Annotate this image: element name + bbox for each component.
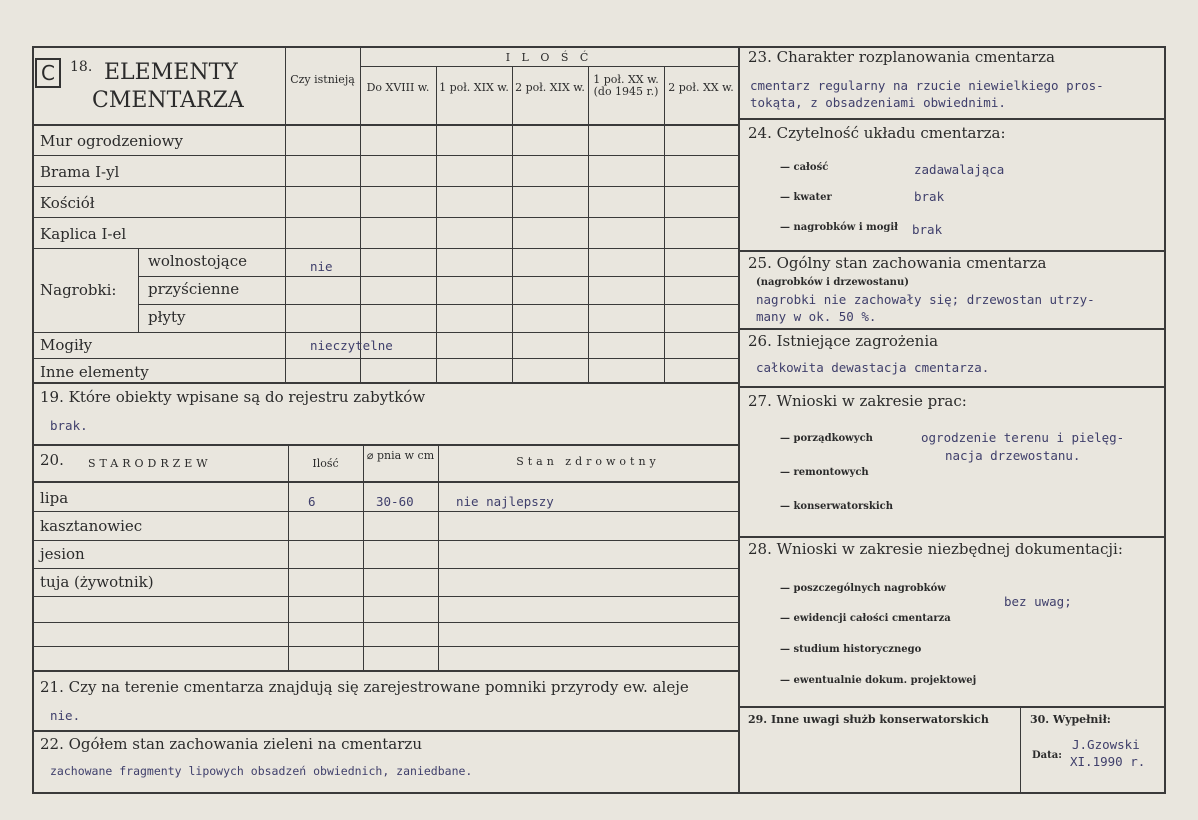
s28-label: 28. Wnioski w zakresie niezbędnej dokumentacji: bbox=[748, 540, 1123, 558]
s21-top bbox=[32, 670, 738, 672]
s18-period-5: 2 poł. XX w. bbox=[668, 81, 734, 94]
s20-row-line bbox=[32, 511, 738, 512]
s25-label: 25. Ogólny stan zachowania cmentarza bbox=[748, 254, 1047, 272]
s23-label: 23. Charakter rozplanowania cmentarza bbox=[748, 48, 1055, 66]
s27-item: — porządkowych bbox=[780, 433, 873, 444]
s18-title-line2: CMENTARZA bbox=[92, 88, 244, 113]
s18-period-1: Do XVIII w. bbox=[366, 81, 430, 94]
s18-title-line1: ELEMENTY bbox=[104, 60, 238, 85]
s24-item-label: — całość bbox=[780, 162, 829, 173]
s18-col-ilosc: I L O Ś Ć bbox=[505, 51, 593, 64]
s18-nagrobki-wolnostojace: wolnostojące bbox=[148, 252, 247, 270]
s18-row-line bbox=[32, 186, 738, 187]
s18-period-2: 1 poł. XIX w. bbox=[439, 81, 509, 94]
s28-item: — ewentualnie dokum. projektowej bbox=[780, 675, 977, 686]
s18-row-kaplica: Kaplica I-el bbox=[40, 225, 127, 243]
s19-value: brak. bbox=[50, 418, 88, 433]
s18-vline-p5 bbox=[664, 66, 665, 382]
s18-nagrobki-label: Nagrobki: bbox=[40, 281, 117, 299]
s21-label: 21. Czy na terenie cmentarza znajdują się zarejestrowane pomniki przyrody ew. aleje bbox=[40, 678, 689, 696]
s20-tree-ilosc: 6 bbox=[308, 494, 316, 509]
s18-mogily-label: Mogiły bbox=[40, 336, 93, 354]
s20-tree-name: jesion bbox=[40, 545, 85, 563]
s18-period-4: 1 poł. XX w. (do 1945 r.) bbox=[593, 73, 659, 98]
s20-vline-3 bbox=[438, 444, 439, 670]
s27-label: 27. Wnioski w zakresie prac: bbox=[748, 392, 967, 410]
s23-value-line1: cmentarz regularny na rzucie niewielkiego pros- bbox=[750, 78, 1104, 93]
s27-top bbox=[738, 386, 1166, 388]
s27-item: — konserwatorskich bbox=[780, 501, 893, 512]
s18-number: 18. bbox=[70, 59, 93, 75]
s20-row-line bbox=[32, 568, 738, 569]
s29-top bbox=[738, 706, 1166, 708]
s25-sub: (nagrobków i drzewostanu) bbox=[756, 277, 909, 288]
s27-value-line1: ogrodzenie terenu i pielęg- bbox=[921, 430, 1125, 445]
s18-row-line bbox=[138, 304, 738, 305]
s18-nagrobki-value: nie bbox=[310, 259, 333, 274]
s28-item: — poszczególnych nagrobków bbox=[780, 583, 946, 594]
s20-col-ilosc: Ilość bbox=[312, 457, 339, 470]
s20-header-bottom bbox=[32, 481, 738, 483]
s26-label: 26. Istniejące zagrożenia bbox=[748, 332, 939, 350]
s20-tree-name: tuja (żywotnik) bbox=[40, 573, 154, 591]
s20-tree-stan: nie najlepszy bbox=[456, 494, 554, 509]
s18-inne-label: Inne elementy bbox=[40, 363, 149, 381]
s24-item-label: — kwater bbox=[780, 192, 832, 203]
s18-row-line bbox=[32, 217, 738, 218]
s18-row-line bbox=[32, 358, 738, 359]
s28-top bbox=[738, 536, 1166, 538]
s29-label: 29. Inne uwagi służb konserwatorskich bbox=[748, 713, 989, 726]
s30-label: 30. Wypełnił: bbox=[1030, 713, 1111, 726]
s28-item: — ewidencji całości cmentarza bbox=[780, 613, 951, 624]
frame-middle bbox=[738, 46, 740, 794]
s20-row-line bbox=[32, 622, 738, 623]
s26-value: całkowita dewastacja cmentarza. bbox=[756, 360, 990, 375]
s20-row-line bbox=[32, 540, 738, 541]
s20-col-pnia: ⌀ pnia w cm bbox=[366, 449, 435, 462]
s25-top bbox=[738, 250, 1166, 252]
s18-row-kosciol: Kościół bbox=[40, 194, 95, 212]
s20-vline-2 bbox=[363, 444, 364, 670]
s19-top bbox=[32, 382, 738, 384]
s22-value: zachowane fragmenty lipowych obsadzeń obwiednich, zaniedbane. bbox=[50, 764, 473, 778]
s18-vline-p3 bbox=[512, 66, 513, 382]
s24-item-value: brak bbox=[914, 189, 945, 204]
section-letter: C bbox=[35, 58, 61, 88]
s28-item: — studium historycznego bbox=[780, 644, 922, 655]
s18-vline-p4 bbox=[588, 66, 589, 382]
s24-item-label: — nagrobków i mogił bbox=[780, 222, 899, 233]
s20-tree-name: kasztanowiec bbox=[40, 517, 143, 535]
s23-value-line2: tokąta, z obsadzeniami obwiednimi. bbox=[750, 95, 1006, 110]
s18-period-3: 2 poł. XIX w. bbox=[515, 81, 585, 94]
s18-mogily-value: nieczytelne bbox=[310, 338, 393, 353]
s24-top bbox=[738, 118, 1166, 120]
s20-title: STARODRZEW bbox=[88, 457, 212, 470]
s28-value: bez uwag; bbox=[1004, 594, 1072, 609]
s24-label: 24. Czytelność układu cmentarza: bbox=[748, 124, 1006, 142]
s18-row-line bbox=[138, 276, 738, 277]
frame-right bbox=[1164, 46, 1166, 794]
s29-s30-divider bbox=[1020, 706, 1021, 794]
s20-tree-name: lipa bbox=[40, 489, 69, 507]
s20-top bbox=[32, 444, 738, 446]
s18-row-brama: Brama I-yl bbox=[40, 163, 120, 181]
s18-col-czy: Czy istnieją bbox=[290, 73, 355, 86]
s20-number: 20. bbox=[40, 451, 64, 469]
s30-data-label: Data: bbox=[1032, 750, 1062, 761]
s18-vline-p2 bbox=[436, 66, 437, 382]
s19-label: 19. Które obiekty wpisane są do rejestru zabytków bbox=[40, 388, 426, 406]
s30-name: J.Gzowski bbox=[1072, 737, 1140, 752]
s18-header-bottom bbox=[32, 124, 738, 126]
s18-row-line bbox=[32, 332, 738, 333]
s25-value-line1: nagrobki nie zachowały się; drzewostan utrzy- bbox=[756, 292, 1095, 307]
s18-nagrobki-vline bbox=[138, 248, 139, 332]
s20-row-line bbox=[32, 596, 738, 597]
s18-nagrobki-przyscienne: przyścienne bbox=[148, 280, 240, 298]
s27-item: — remontowych bbox=[780, 467, 869, 478]
s18-row-line bbox=[32, 155, 738, 156]
s18-hline-ilosc bbox=[360, 66, 738, 67]
s20-col-stan: Stan zdrowotny bbox=[516, 455, 660, 468]
s22-top bbox=[32, 730, 738, 732]
s21-value: nie. bbox=[50, 708, 81, 723]
s18-row-mur: Mur ogrodzeniowy bbox=[40, 132, 183, 150]
s22-label: 22. Ogółem stan zachowania zieleni na cmentarzu bbox=[40, 735, 422, 753]
s27-value-line2: nacja drzewostanu. bbox=[945, 448, 1081, 463]
s18-nagrobki-plyty: płyty bbox=[148, 308, 186, 326]
s20-vline-1 bbox=[288, 444, 289, 670]
s24-item-value: brak bbox=[912, 222, 943, 237]
s30-date: XI.1990 r. bbox=[1070, 754, 1146, 769]
s24-item-value: zadawalająca bbox=[914, 162, 1005, 177]
frame-left bbox=[32, 46, 34, 794]
s20-tree-pnia: 30-60 bbox=[376, 494, 414, 509]
s20-row-line bbox=[32, 646, 738, 647]
s26-top bbox=[738, 328, 1166, 330]
s25-value-line2: many w ok. 50 %. bbox=[756, 309, 877, 324]
frame-bottom bbox=[32, 792, 1166, 794]
